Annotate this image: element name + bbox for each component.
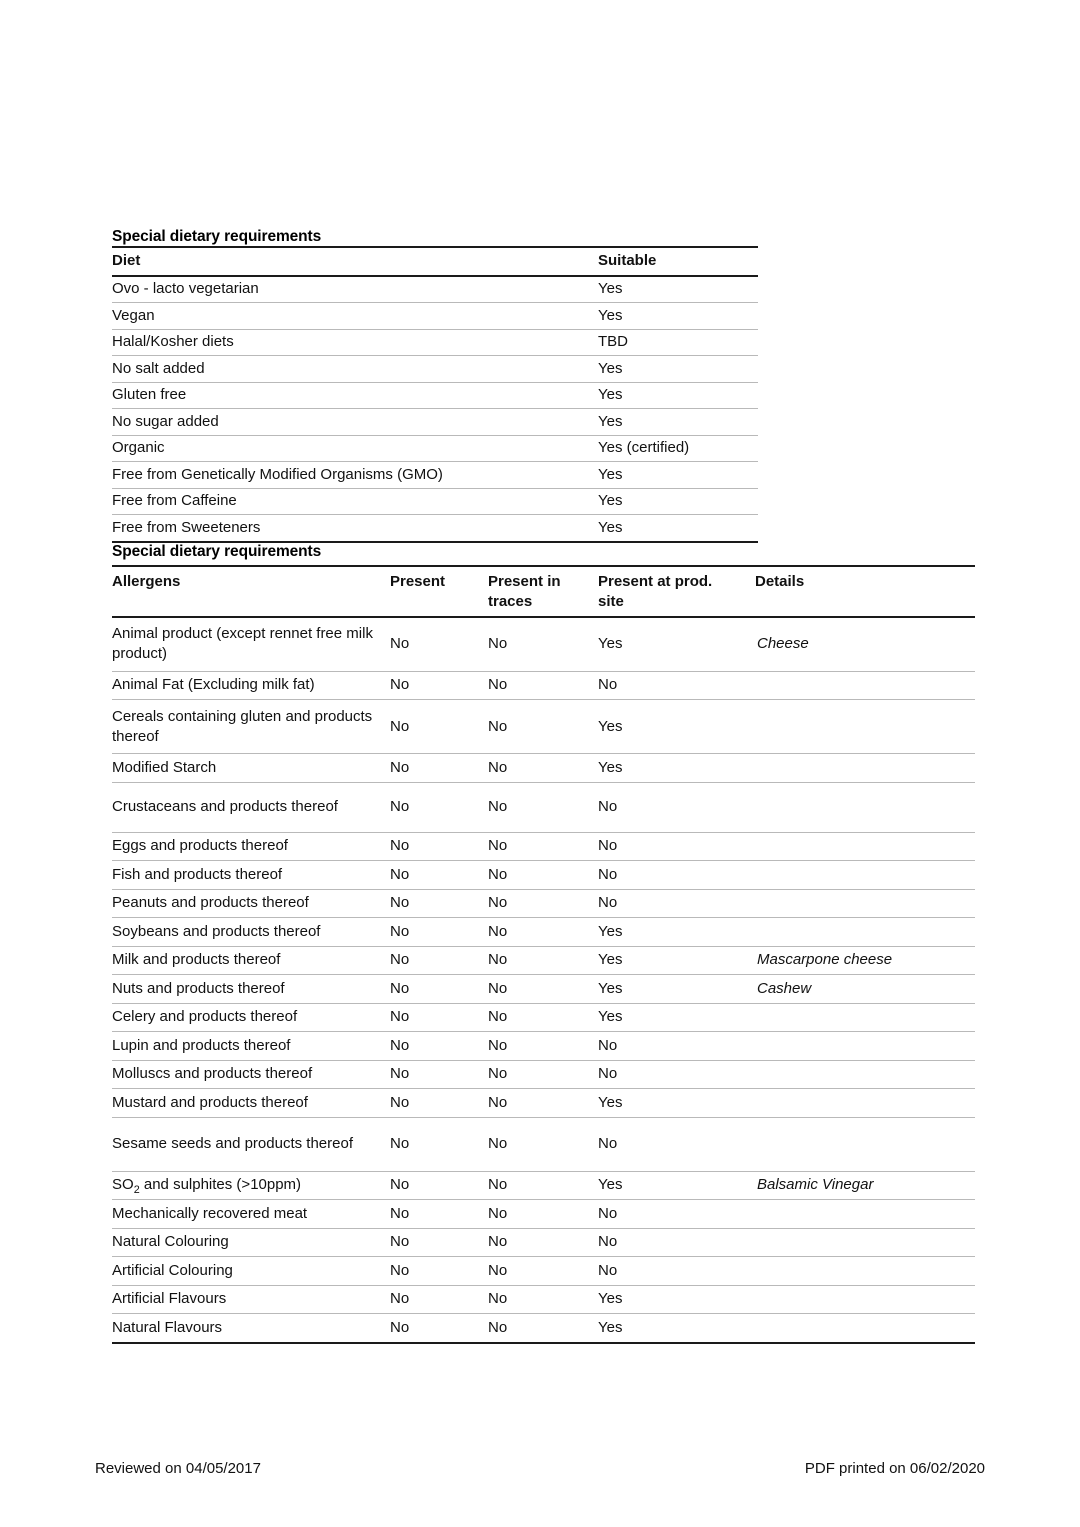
allergen-name (112, 1285, 390, 1314)
allergen-present-value: No (390, 700, 488, 754)
allergen-name (112, 782, 390, 832)
allergen-present-value: No (390, 1003, 488, 1032)
allergen-prod-site-value: Yes (598, 1171, 755, 1200)
diet-suitable-value: Yes (certified) (598, 435, 758, 462)
allergen-traces-value: No (488, 1032, 598, 1061)
table-row (112, 1060, 975, 1089)
column-header-allergens: Allergens (112, 573, 181, 590)
allergen-details-value (755, 671, 975, 700)
allergen-prod-site-value: No (598, 832, 755, 861)
allergen-present-value: No (390, 918, 488, 947)
allergen-name (112, 700, 390, 754)
allergen-traces-value: No (488, 1089, 598, 1118)
table-row (112, 1228, 975, 1257)
table-row (112, 1257, 975, 1286)
allergen-table-heading: Special dietary requirements (112, 543, 322, 560)
allergen-label: Fish and products thereof (112, 865, 283, 883)
allergen-name (112, 889, 390, 918)
allergen-name (112, 1032, 390, 1061)
table-row (112, 671, 975, 700)
dietary-table-body (112, 276, 758, 542)
diet-name: Free from Genetically Modified Organisms (GMO) (112, 462, 598, 489)
allergen-details-value (755, 1117, 975, 1171)
allergen-prod-site-value: Yes (598, 754, 755, 783)
allergen-present-value: No (390, 782, 488, 832)
table-row (112, 1285, 975, 1314)
diet-name: Halal/Kosher diets (112, 329, 598, 356)
diet-suitable-value: Yes (598, 382, 758, 409)
column-header-diet: Diet (112, 251, 141, 269)
allergen-name (112, 1117, 390, 1171)
table-row (112, 1089, 975, 1118)
allergen-label: Milk and products thereof (112, 951, 281, 969)
table-row (112, 382, 758, 409)
allergen-details-value: Mascarpone cheese (755, 946, 975, 975)
table-row (112, 975, 975, 1004)
allergen-present-value: No (390, 1089, 488, 1118)
allergen-label: Nuts and products thereof (112, 979, 285, 997)
diet-name: Free from Sweeteners (112, 515, 598, 542)
allergen-traces-value: No (488, 1200, 598, 1229)
page-footer (95, 1460, 985, 1477)
diet-suitable-value: Yes (598, 409, 758, 436)
allergen-present-value: No (390, 889, 488, 918)
column-header-present-in-traces (488, 566, 598, 617)
table-row (112, 515, 758, 542)
allergen-prod-site-value: No (598, 889, 755, 918)
allergen-present-value: No (390, 754, 488, 783)
diet-name: Ovo - lacto vegetarian (112, 276, 598, 303)
allergen-label: Modified Starch (112, 758, 217, 776)
table-header-row (112, 566, 975, 617)
allergen-details-value (755, 1314, 975, 1343)
allergen-traces-value: No (488, 700, 598, 754)
table-row (112, 918, 975, 947)
allergen-label: Animal Fat (Excluding milk fat) (112, 676, 315, 694)
table-row (112, 889, 975, 918)
allergen-name (112, 946, 390, 975)
allergen-label: Crustaceans and products thereof (112, 798, 338, 816)
table-row (112, 356, 758, 383)
allergens-table (112, 565, 975, 1344)
allergen-traces-value: No (488, 617, 598, 672)
allergen-prod-site-value: No (598, 1257, 755, 1286)
allergen-details-value (755, 754, 975, 783)
allergen-present-value: No (390, 1060, 488, 1089)
allergen-present-value: No (390, 975, 488, 1004)
allergen-prod-site-value: Yes (598, 700, 755, 754)
diet-suitable-value: Yes (598, 303, 758, 330)
allergen-traces-value: No (488, 1314, 598, 1343)
diet-suitable-value: Yes (598, 515, 758, 542)
table-row (112, 1314, 975, 1343)
reviewed-date: Reviewed on 04/05/2017 (95, 1460, 261, 1477)
allergen-details-value (755, 1089, 975, 1118)
column-header-present-at-prod-site (598, 566, 755, 617)
allergen-details-value (755, 1228, 975, 1257)
allergen-prod-site-value: Yes (598, 1285, 755, 1314)
table-row (112, 409, 758, 436)
allergen-details-value: Balsamic Vinegar (755, 1171, 975, 1200)
table-row (112, 1200, 975, 1229)
table-row (112, 1171, 975, 1200)
diet-suitable-value: TBD (598, 329, 758, 356)
table-row (112, 782, 975, 832)
table-row (112, 1117, 975, 1171)
allergen-present-value: No (390, 1171, 488, 1200)
header-line-1: Present at prod. (598, 573, 713, 590)
allergen-prod-site-value: Yes (598, 975, 755, 1004)
dietary-table-head (112, 247, 758, 276)
table-row (112, 617, 975, 672)
allergen-details-value (755, 918, 975, 947)
dietary-requirements-section (112, 228, 758, 543)
allergen-name (112, 1257, 390, 1286)
allergen-present-value: No (390, 946, 488, 975)
table-row (112, 946, 975, 975)
diet-suitable-value: Yes (598, 488, 758, 515)
allergen-details-value (755, 861, 975, 890)
allergen-present-value: No (390, 1032, 488, 1061)
allergen-prod-site-value: No (598, 1117, 755, 1171)
allergen-label: Natural Flavours (112, 1318, 223, 1336)
diet-suitable-value: Yes (598, 276, 758, 303)
allergen-label: Molluscs and products thereof (112, 1065, 313, 1083)
dietary-table-heading: Special dietary requirements (112, 228, 322, 245)
allergen-prod-site-value: Yes (598, 918, 755, 947)
table-row (112, 329, 758, 356)
allergen-prod-site-value: No (598, 861, 755, 890)
allergen-name (112, 671, 390, 700)
allergen-prod-site-value: No (598, 782, 755, 832)
allergen-prod-site-value: No (598, 1228, 755, 1257)
allergen-prod-site-value: Yes (598, 946, 755, 975)
allergen-details-value (755, 1285, 975, 1314)
diet-name: No salt added (112, 356, 598, 383)
table-row (112, 462, 758, 489)
table-row (112, 861, 975, 890)
allergen-traces-value: No (488, 1060, 598, 1089)
allergen-details-value (755, 700, 975, 754)
allergen-label: Soybeans and products thereof (112, 922, 321, 940)
allergen-name (112, 617, 390, 672)
allergen-prod-site-value: Yes (598, 617, 755, 672)
table-row (112, 1032, 975, 1061)
allergen-traces-value: No (488, 918, 598, 947)
diet-name: Vegan (112, 303, 598, 330)
allergen-name (112, 861, 390, 890)
allergen-label: Artificial Colouring (112, 1261, 233, 1279)
diet-name: Gluten free (112, 382, 598, 409)
allergen-details-value: Cheese (755, 617, 975, 672)
allergen-traces-value: No (488, 889, 598, 918)
header-line-2: traces (488, 592, 533, 610)
allergen-traces-value: No (488, 1285, 598, 1314)
allergen-prod-site-value: No (598, 1060, 755, 1089)
allergen-details-value (755, 832, 975, 861)
table-row (112, 276, 758, 303)
allergen-traces-value: No (488, 832, 598, 861)
table-header-row (112, 247, 758, 276)
allergen-name (112, 1228, 390, 1257)
allergen-label: Peanuts and products thereof (112, 894, 309, 912)
table-row (112, 488, 758, 515)
allergen-prod-site-value: No (598, 1200, 755, 1229)
allergen-label: Lupin and products thereof (112, 1036, 291, 1054)
table-row (112, 754, 975, 783)
allergen-name (112, 1089, 390, 1118)
allergen-prod-site-value: Yes (598, 1089, 755, 1118)
allergen-label: Mechanically recovered meat (112, 1204, 308, 1222)
diet-suitable-value: Yes (598, 356, 758, 383)
table-row (112, 700, 975, 754)
allergen-present-value: No (390, 1285, 488, 1314)
allergen-name (112, 832, 390, 861)
allergen-prod-site-value: Yes (598, 1314, 755, 1343)
allergen-present-value: No (390, 671, 488, 700)
allergen-present-value: No (390, 861, 488, 890)
allergen-details-value (755, 1032, 975, 1061)
allergen-details-value: Cashew (755, 975, 975, 1004)
allergen-name (112, 1171, 390, 1200)
pdf-printed-date: PDF printed on 06/02/2020 (804, 1460, 985, 1477)
allergen-present-value: No (390, 1228, 488, 1257)
allergen-label: Natural Colouring (112, 1233, 229, 1251)
allergen-label: Artificial Flavours (112, 1290, 227, 1308)
allergen-name (112, 918, 390, 947)
allergen-details-value (755, 889, 975, 918)
allergen-table-head (112, 566, 975, 617)
allergen-label: Celery and products thereof (112, 1008, 298, 1026)
column-header-details: Details (755, 573, 805, 590)
allergen-table-body (112, 617, 975, 1343)
diet-suitable-value: Yes (598, 462, 758, 489)
allergen-name (112, 754, 390, 783)
table-row (112, 832, 975, 861)
allergen-traces-value: No (488, 1257, 598, 1286)
header-line-1: Present in (488, 573, 561, 590)
allergen-prod-site-value: Yes (598, 1003, 755, 1032)
allergen-traces-value: No (488, 754, 598, 783)
allergen-traces-value: No (488, 975, 598, 1004)
allergen-prod-site-value: No (598, 671, 755, 700)
table-row (112, 435, 758, 462)
allergen-label: Cereals containing gluten and products thereof (112, 707, 373, 745)
allergen-traces-value: No (488, 1117, 598, 1171)
allergen-traces-value: No (488, 671, 598, 700)
allergen-label: $SO_2$ and sulphites (>10ppm) (112, 1176, 302, 1197)
allergen-details-value (755, 782, 975, 832)
dietary-requirements-table (112, 246, 758, 543)
allergen-present-value: No (390, 1117, 488, 1171)
allergens-section (112, 543, 975, 1344)
allergen-details-value (755, 1003, 975, 1032)
allergen-label: Eggs and products thereof (112, 837, 288, 855)
allergen-name (112, 1314, 390, 1343)
allergen-name (112, 1003, 390, 1032)
allergen-present-value: No (390, 1257, 488, 1286)
table-row (112, 303, 758, 330)
allergen-prod-site-value: No (598, 1032, 755, 1061)
allergen-present-value: No (390, 832, 488, 861)
allergen-name (112, 1200, 390, 1229)
allergen-label: Sesame seeds and products thereof (112, 1135, 353, 1153)
allergen-details-value (755, 1060, 975, 1089)
allergen-traces-value: No (488, 782, 598, 832)
column-header-suitable: Suitable (598, 251, 657, 269)
diet-name: Free from Caffeine (112, 488, 598, 515)
allergen-details-value (755, 1200, 975, 1229)
allergen-name (112, 975, 390, 1004)
diet-name: No sugar added (112, 409, 598, 436)
allergen-present-value: No (390, 1314, 488, 1343)
header-line-2: site (598, 592, 624, 610)
allergen-traces-value: No (488, 1003, 598, 1032)
allergen-present-value: No (390, 1200, 488, 1229)
allergen-traces-value: No (488, 1228, 598, 1257)
allergen-label: Animal product (except rennet free milk product) (112, 625, 373, 663)
allergen-traces-value: No (488, 946, 598, 975)
allergen-present-value: No (390, 617, 488, 672)
table-row (112, 1003, 975, 1032)
allergen-traces-value: No (488, 1171, 598, 1200)
allergen-details-value (755, 1257, 975, 1286)
allergen-label: Mustard and products thereof (112, 1093, 308, 1111)
column-header-present: Present (390, 573, 446, 590)
allergen-traces-value: No (488, 861, 598, 890)
diet-name: Organic (112, 435, 598, 462)
allergen-name (112, 1060, 390, 1089)
